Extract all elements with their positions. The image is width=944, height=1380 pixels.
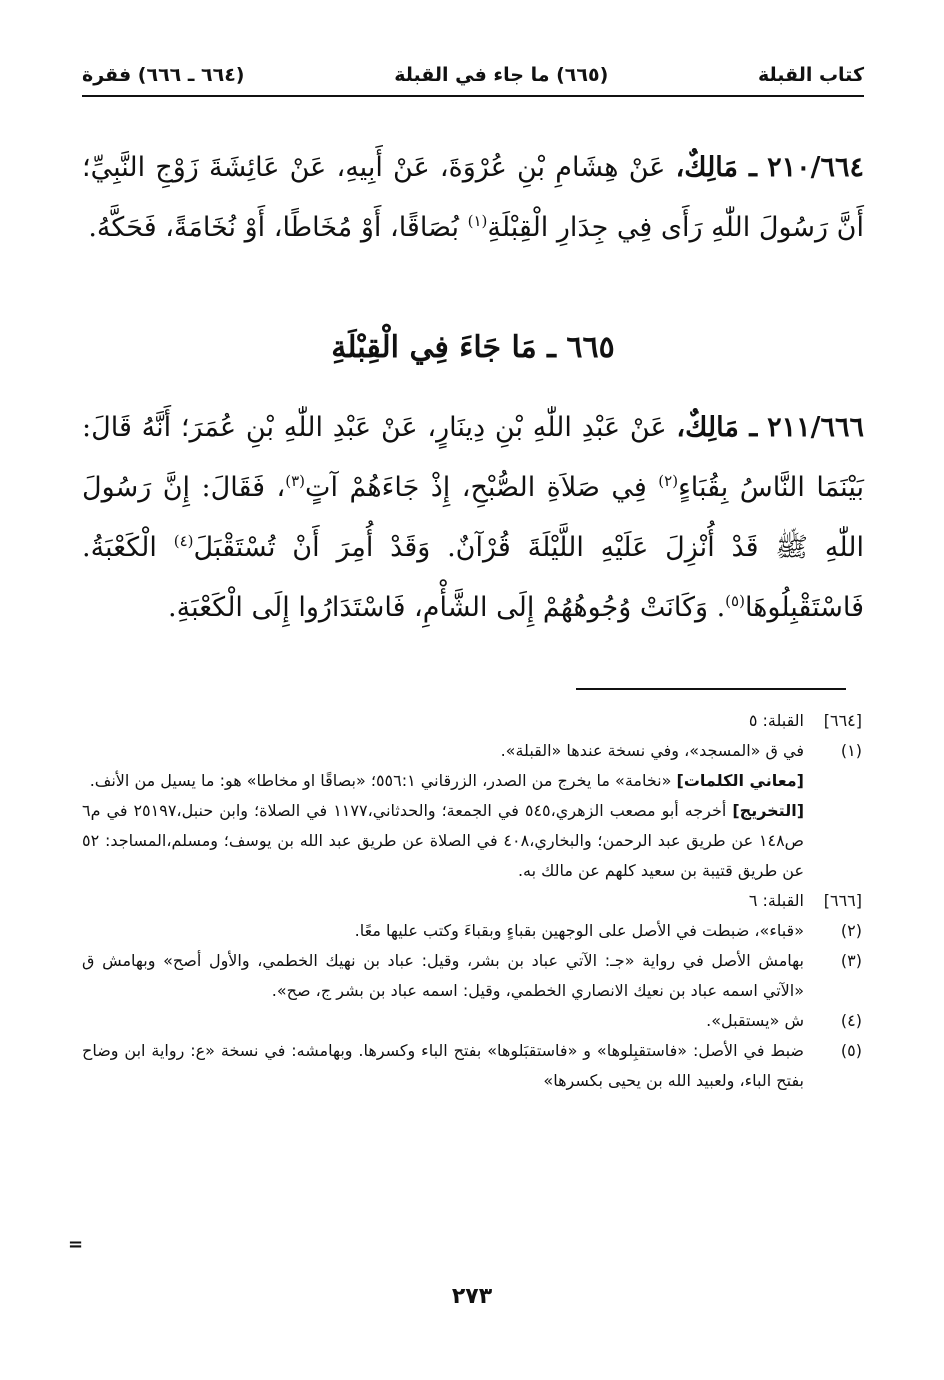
takhrij-label: [التخريج]	[732, 801, 805, 820]
hadith-664	[82, 138, 864, 258]
footnote-text: في ق «المسجد»، وفي نسخة عندها «القبلة».	[500, 741, 804, 760]
running-header	[82, 58, 864, 92]
footnote-5	[82, 1036, 862, 1096]
footnotes	[82, 706, 862, 1096]
hadith-text: بُصَاقًا، أَوْ مُخَاطًا، أَوْ نُخَامَةً، فَحَكَّهُ.	[88, 212, 459, 243]
footnote-text: بهامش الأصل في رواية «جـ: الآتي عباد بن بشر، وقيل: عباد بن نهيك الخطمي، والأول أصح» وبهامش ق «الآتي اسمه عباد بن نعيك الانصاري الخطمي، وقيل: اسمه عباد بن بشر ج، صح».	[82, 951, 804, 1000]
footnote-tag-664	[82, 706, 862, 736]
takhrij	[82, 796, 862, 886]
footnote-text: القبلة: ٦	[748, 891, 804, 910]
hadith-666	[82, 398, 864, 638]
footnote-separator	[576, 688, 846, 690]
word-meanings-text: «نخامة» ما يخرج من الصدر، الزرقاني ٥٥٦:١؛ «بصاقًا او مخاطا» هو: ما يسيل من الأنف.	[89, 771, 672, 790]
footnote-4	[82, 1006, 862, 1036]
header-chapter-title: (٦٦٥) ما جاء في القبلة	[394, 64, 609, 86]
footnote-1	[82, 736, 862, 766]
hadith-text: عَنْ عَبْدِ اللّٰهِ بْنِ دِينَارٍ، عَنْ عَبْدِ اللّٰهِ بْنِ عُمَرَ؛ أَنَّهُ قَالَ: بَيْنَمَا النَّاسُ بِقُبَاءٍ	[82, 412, 864, 503]
hadith-text: فِي صَلاَةِ الصُّبْحِ، إِذْ جَاءَهُمْ آتٍ	[305, 472, 647, 503]
footnote-text: القبلة: ٥	[748, 711, 804, 730]
header-rule	[82, 95, 864, 97]
hadith-text: . وَكَانَتْ وُجُوهُهُمْ إِلَى الشَّأْمِ، فَاسْتَدَارُوا إِلَى الْكَعْبَةِ.	[168, 592, 726, 623]
header-book-title: كتاب القبلة	[757, 64, 864, 86]
footnote-number: (٤)	[840, 1011, 862, 1030]
hadith-text: ، فَقَالَ: إِنَّ رَسُولَ اللّٰهِ ﷺ قَدْ أُنْزِلَ عَلَيْهِ اللَّيْلَةَ قُرْآنٌ. وَقَدْ أُمِرَ أَنْ تُسْتَقْبَلَ	[82, 472, 864, 563]
word-meanings-label: [معاني الكلمات]	[676, 771, 804, 790]
footnote-ref: (٤)	[173, 532, 194, 550]
footnote-number: (٢)	[840, 921, 862, 940]
hadith-narrator: ـ مَالِكٌ،	[676, 412, 758, 443]
hadith-number: ٢١١/٦٦٦	[767, 412, 865, 443]
footnote-ref: (٥)	[725, 592, 745, 610]
header-paragraph-range: (٦٦٤ ـ ٦٦٦) فقرة	[82, 64, 245, 86]
hadith-narrator: ـ مَالِكٌ،	[675, 152, 757, 183]
footnote-tag: [٦٦٤]	[823, 711, 862, 730]
footnote-2	[82, 916, 862, 946]
footnote-text: «قباء»، ضبطت في الأصل على الوجهين بقباءٍ وبقباءَ وكتب عليها معًا.	[354, 921, 804, 940]
footnote-number: (٣)	[840, 951, 862, 970]
footnote-tag: [٦٦٦]	[823, 891, 862, 910]
footnote-number: (٥)	[840, 1041, 862, 1060]
continuation-mark: =	[68, 1234, 84, 1255]
footnote-3	[82, 946, 862, 1006]
footnote-number: (١)	[840, 741, 862, 760]
word-meanings	[82, 766, 862, 796]
footnote-text: ضبط في الأصل: «فاستقبِلوها» و «فاستقبَلوها» بفتح الباء وكسرها. وبهامشه: في نسخة «ع: رواية ابن وضاح بفتح الباء، ولعبيد الله بن يحيى بكسرها»	[82, 1041, 804, 1090]
chapter-title: ٦٦٥ ـ مَا جَاءَ فِي الْقِبْلَةِ	[331, 330, 615, 365]
footnote-ref: (٢)	[658, 472, 679, 490]
footnote-text: ش «يستقبل».	[706, 1011, 804, 1030]
footnote-tag-666	[82, 886, 862, 916]
footnote-ref: (٣)	[285, 472, 306, 490]
hadith-number: ٢١٠/٦٦٤	[767, 152, 864, 183]
footnote-ref: (١)	[467, 212, 488, 230]
takhrij-text: أخرجه أبو مصعب الزهري،٥٤٥ في الجمعة؛ والحدثاني،١١٧٧ في الصلاة؛ وابن حنبل،٢٥١٩٧ في م٦ ص١٤٨ عن طريق عبد الرحمن؛ والبخاري،٤٠٨ في الصلاة عن طريق عبد الله بن يوسف؛ ومسلم،المساجد: ٥٢ عن طريق قتيبة بن سعيد كلهم عن مالك به.	[82, 801, 804, 880]
page-number: ٢٧٣	[451, 1284, 493, 1309]
hadith-text: الْكَعْبَةُ. فَاسْتَقْبِلُوهَا	[82, 532, 864, 623]
hadith-text: عَنْ هِشَامِ بْنِ عُرْوَةَ، عَنْ أَبِيهِ، عَنْ عَائِشَةَ زَوْجِ النَّبِيِّ؛ أَنَّ رَسُولَ اللّٰهِ رَأَى فِي جِدَارِ الْقِبْلَةِ	[82, 152, 864, 243]
